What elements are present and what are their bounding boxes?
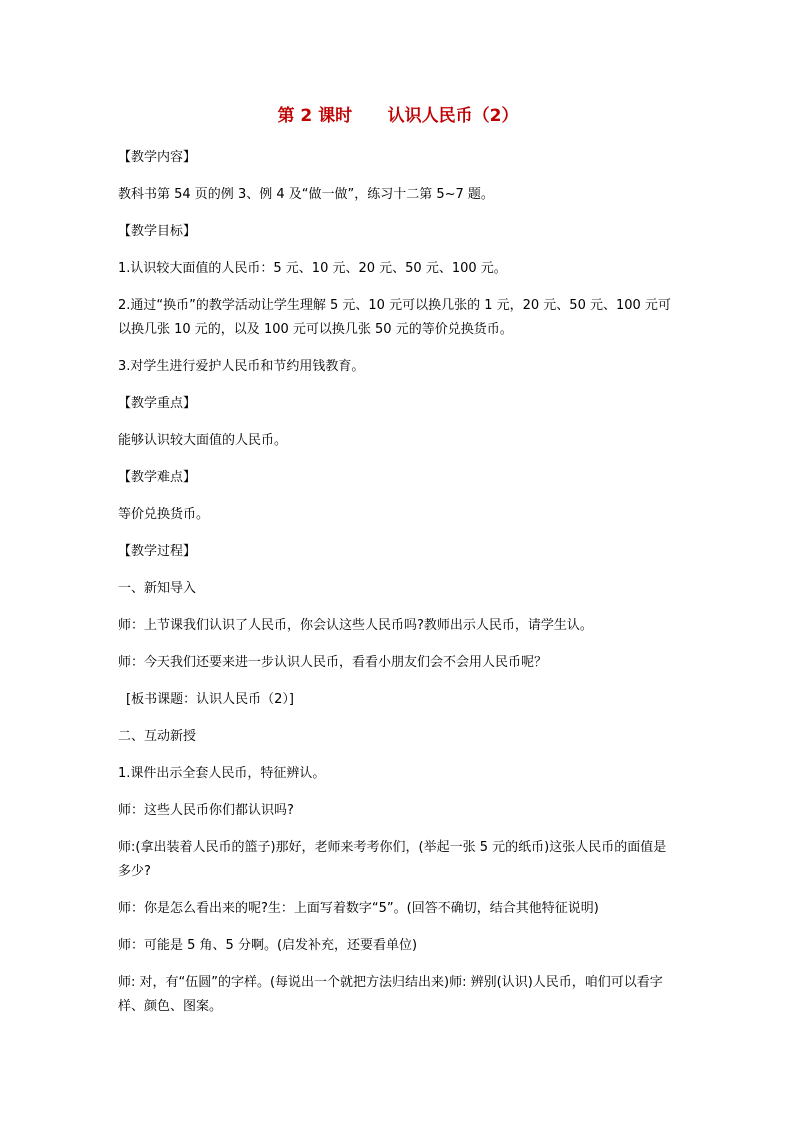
dialogue-line: 师：你是怎么看出来的呢?生：上面写着数字“5”。(回答不确切，结合其他特征说明) — [118, 901, 599, 916]
goal-3: 3.对学生进行爱护人民币和节约用钱教育。 — [118, 359, 365, 374]
section-heading-content: 【教学内容】 — [118, 150, 197, 165]
section-heading-difficulty: 【教学难点】 — [118, 470, 197, 485]
board-title: [板书课题：认识人民币（2）] — [126, 692, 294, 707]
section-heading-key-points: 【教学重点】 — [118, 396, 197, 411]
dialogue-line: 师: 对，有“伍圆”的字样。(每说出一个就把方法归结出来)师: 辨别(认识)人民币，咱们可以看字样、颜色、图案。 — [118, 975, 663, 1014]
section-heading-process: 【教学过程】 — [118, 544, 197, 559]
dialogue-line: 师：这些人民币你们都认识吗? — [118, 803, 294, 818]
section-heading-goals: 【教学目标】 — [118, 224, 197, 239]
content-text: 教科书第 54 页的例 3、例 4 及“做一做”，练习十二第 5~7 题。 — [118, 187, 494, 202]
part-1-heading: 一、新知导入 — [118, 581, 197, 596]
document-page — [118, 104, 678, 1032]
dialogue-line: 师:(拿出装着人民币的篮子)那好，老师来考考你们，(举起一张 5 元的纸币)这张人民币的面值是多少? — [118, 840, 667, 879]
goal-1: 1.认识较大面值的人民币：5 元、10 元、20 元、50 元、100 元。 — [118, 261, 507, 276]
dialogue-line: 师：上节课我们认识了人民币，你会认这些人民币吗?教师出示人民币，请学生认。 — [118, 618, 593, 633]
step-1: 1.课件出示全套人民币，特征辨认。 — [118, 766, 326, 781]
dialogue-line: 师：可能是 5 角、5 分啊。(启发补充，还要看单位) — [118, 938, 418, 953]
key-points-text: 能够认识较大面值的人民币。 — [118, 433, 288, 448]
difficulty-text: 等价兑换货币。 — [118, 507, 210, 522]
lesson-title: 第 2 课时 认识人民币（2） — [277, 106, 519, 126]
part-2-heading: 二、互动新授 — [118, 729, 197, 744]
goal-2: 2.通过“换币”的教学活动让学生理解 5 元、10 元可以换几张的 1 元，20 元、50 元、100 元可以换几张 10 元的，以及 100 元可以换几张 50 元的等价兑换货币。 — [118, 298, 671, 337]
dialogue-line: 师：今天我们还要来进一步认识人民币，看看小朋友们会不会用人民币呢？ — [118, 655, 548, 670]
